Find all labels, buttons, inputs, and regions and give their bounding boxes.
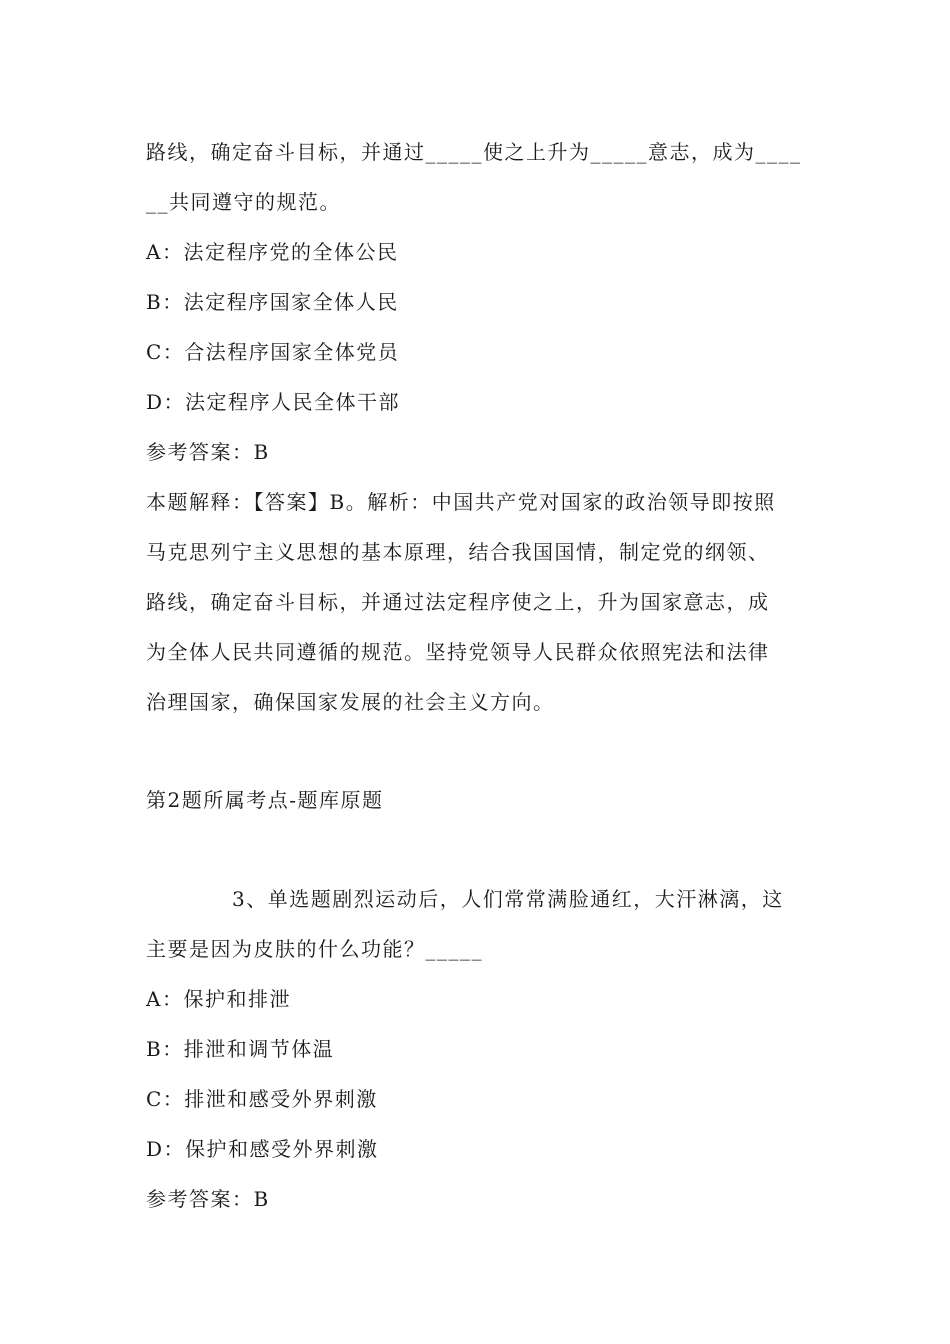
q3-option-c: C：排泄和感受外界刺激 [146, 1087, 378, 1111]
q2-option-c: C：合法程序国家全体党员 [146, 340, 400, 364]
q2-stem-line-1: 路线，确定奋斗目标，并通过_____使之上升为_____意志，成为____ [146, 140, 802, 164]
q2-option-b: B：法定程序国家全体人民 [146, 290, 399, 314]
q3-option-b: B：排泄和调节体温 [146, 1037, 335, 1061]
q2-stem-line-2: __共同遵守的规范。 [146, 190, 341, 214]
q2-explanation-line-2: 马克思列宁主义思想的基本原理，结合我国国情，制定党的纲领、 [146, 540, 770, 564]
q3-option-d: D：保护和感受外界刺激 [146, 1137, 379, 1161]
q2-explanation-line-5: 治理国家，确保国家发展的社会主义方向。 [146, 690, 555, 714]
q2-explanation-line-3: 路线，确定奋斗目标，并通过法定程序使之上，升为国家意志，成 [146, 590, 770, 614]
q2-answer: 参考答案：B [146, 440, 270, 464]
q3-stem-line-2: 主要是因为皮肤的什么功能？_____ [146, 937, 483, 961]
q3-stem-line-1: 3、单选题剧烈运动后，人们常常满脸通红，大汗淋漓，这 [232, 887, 784, 911]
q2-source: 第2题所属考点-题库原题 [146, 788, 384, 812]
q2-explanation-line-1: 本题解释：【答案】B。解析：中国共产党对国家的政治领导即按照 [146, 490, 776, 514]
q3-option-a: A：保护和排泄 [146, 987, 291, 1011]
q3-answer: 参考答案：B [146, 1187, 270, 1211]
q2-explanation-line-4: 为全体人民共同遵循的规范。坚持党领导人民群众依照宪法和法律 [146, 640, 770, 664]
q2-option-d: D：法定程序人民全体干部 [146, 390, 401, 414]
q2-option-a: A：法定程序党的全体公民 [146, 240, 399, 264]
